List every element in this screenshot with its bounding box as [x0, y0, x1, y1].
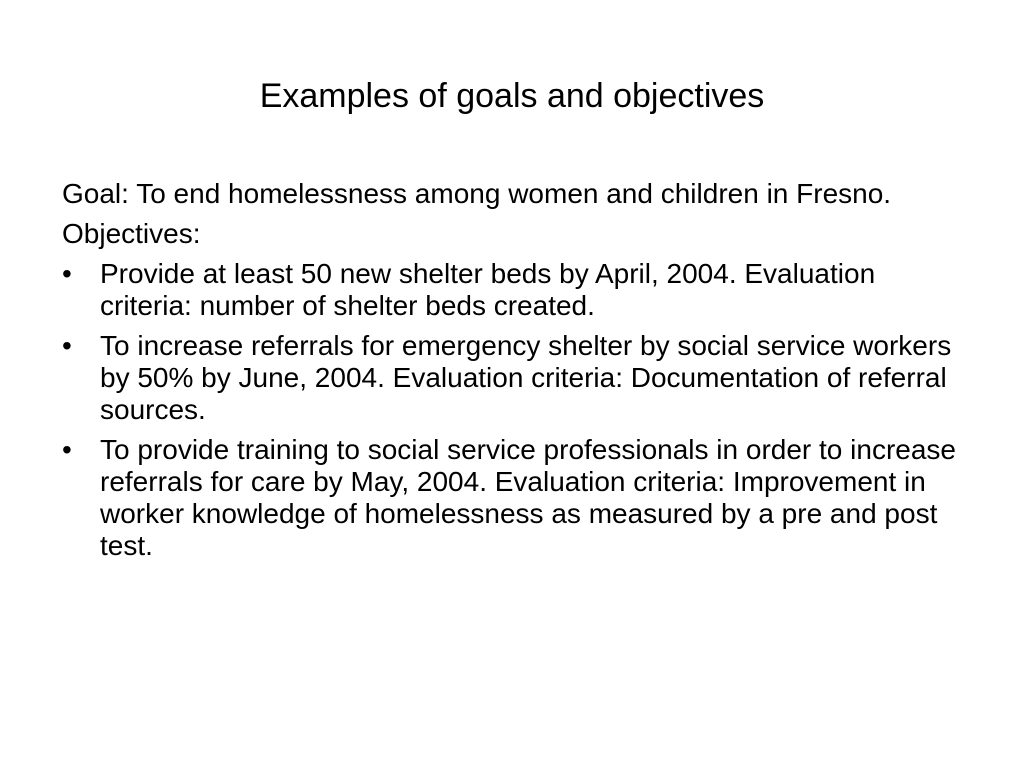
- objective-item: [62, 330, 962, 426]
- slide-title: Examples of goals and objectives: [259, 77, 765, 115]
- bullet-icon: •: [62, 434, 72, 465]
- objective-item: [62, 434, 962, 562]
- objectives-list: [62, 258, 962, 562]
- objective-text: Provide at least 50 new shelter beds by April, 2004. Evaluation criteria: number of shelter beds created.: [100, 258, 876, 321]
- goal-statement: Goal: To end homelessness among women and children in Fresno.: [62, 178, 892, 209]
- objective-text: To provide training to social service professionals in order to increase referrals for care by May, 2004. Evaluation criteria: Improvement in worker knowledge of homelessness as measured by a pre and post test.: [100, 434, 956, 561]
- objectives-heading: Objectives:: [62, 218, 201, 249]
- slide-body: [62, 178, 962, 570]
- bullet-icon: •: [62, 258, 72, 289]
- objective-item: [62, 258, 962, 322]
- objective-text: To increase referrals for emergency shelter by social service workers by 50% by June, 2004. Evaluation criteria: Documentation of referral sources.: [100, 330, 952, 425]
- bullet-icon: •: [62, 330, 72, 361]
